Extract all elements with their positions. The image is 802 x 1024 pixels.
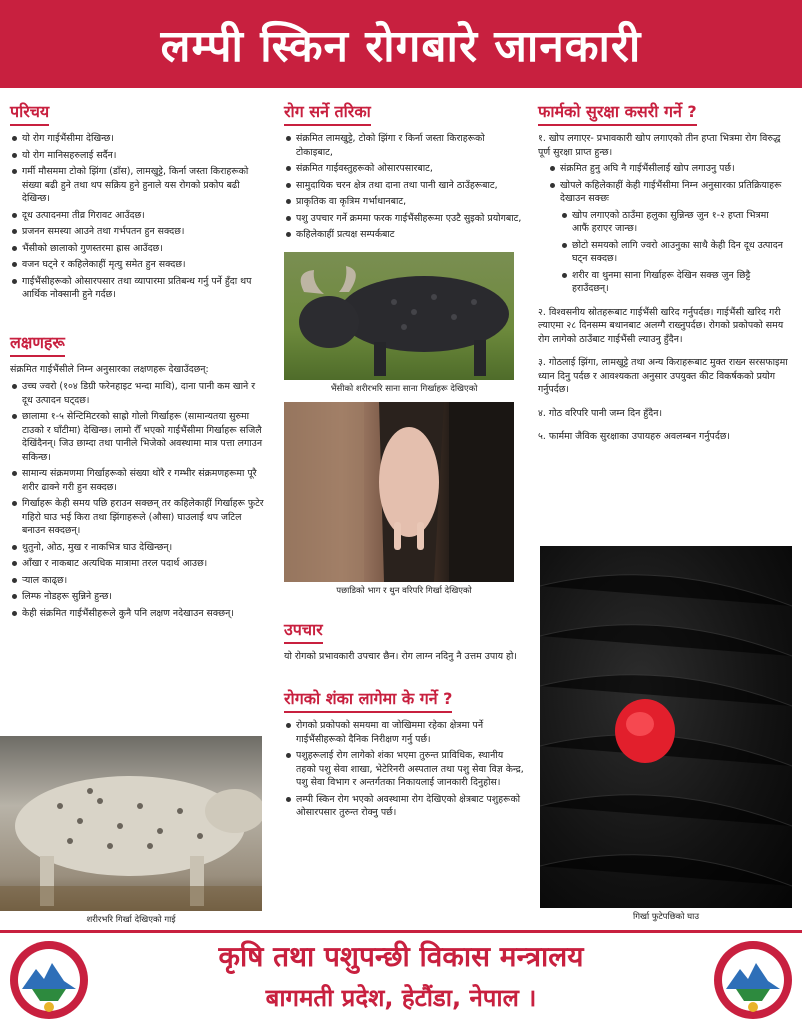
footer bbox=[0, 930, 802, 1024]
nepal-government-emblem-icon bbox=[8, 939, 90, 1021]
list-item: प्राकृतिक वा कृत्रिम गर्भाधानबाट, bbox=[284, 195, 524, 209]
skin-caption: गिर्खा फुटेपछिको घाउ bbox=[633, 912, 699, 922]
step-text: गोठ वरिपरि पानी जम्न दिन हुँदैन। bbox=[548, 407, 663, 419]
list-item: लम्पी स्किन रोग भएको अवस्थामा रोग देखिएको क्षेत्रबाट पशुहरूको ओसारपसार तुरुन्त रोक्नु पर्छ। bbox=[284, 793, 524, 820]
list-item: रोगको प्रकोपको समयमा वा जोखिममा रहेका क्षेत्रमा पर्ने गाईभैंसीहरूको दैनिक निरीक्षण गर्नु पर्छ। bbox=[284, 719, 524, 746]
page-title: लम्पी स्किन रोगबारे जानकारी bbox=[160, 21, 642, 72]
step-text: विश्वसनीय स्रोतहरूबाट गाईभैंसी खरिद गर्नुपर्दछ। गाईभैंसी खरिद गरी ल्याएमा २८ दिनसम्म बथानबाट अलग्गै राख्नुपर्दछ। रोगको प्रकोपको समय रोग लागेको ठाउँबाट गाईभैंसी ल्याउनु हुँदैन। bbox=[538, 306, 784, 345]
suspicion-heading: रोगको शंका लागेमा के गर्ने ? bbox=[284, 687, 452, 713]
spread-list bbox=[284, 132, 524, 242]
column-left bbox=[10, 100, 265, 623]
list-item: सामुदायिक चरन क्षेत्र तथा दाना तथा पानी खाने ठाउँहरूबाट, bbox=[284, 179, 524, 193]
list-item: खोपले कहिलेकाहीं केही गाईभैंसीमा निम्न अनुसारका प्रतिक्रियाहरू देखाउन सक्छः bbox=[548, 179, 788, 206]
cow-photo bbox=[0, 736, 262, 911]
udder-caption: पछाडिको भाग र थुन वरिपरि गिर्खा देखिएको bbox=[336, 585, 472, 596]
farm-step-1 bbox=[538, 132, 788, 296]
step-text: खोप लगाएर- प्रभावकारी खोप लगाएको तीन हप्ता भित्रमा रोग विरुद्ध पूर्ण सुरक्षा प्राप्त हुन्छ। bbox=[538, 133, 781, 158]
skin-photo-block bbox=[540, 546, 792, 922]
buffalo-photo bbox=[284, 252, 514, 380]
udder-photo-block bbox=[284, 402, 524, 596]
farm-step-5 bbox=[538, 430, 788, 444]
list-item: यो रोग मानिसहरुलाई सर्दैन। bbox=[10, 149, 265, 163]
nepal-government-emblem-icon bbox=[712, 939, 794, 1021]
list-item: कहिलेकाहीं प्रत्यक्ष सम्पर्कबाट bbox=[284, 228, 524, 242]
list-item: आँखा र नाकबाट अत्यधिक मात्रामा तरल पदार्थ आउछ। bbox=[10, 557, 265, 571]
list-item: गर्मी मौसममा टोको झिंगा (डाँस), लामखुट्टे, किर्ना जस्ता किराहरूको संख्या बढी हुने तथा थप सक्रिय हुने हुनाले यस रोगको प्रकोप बढी देखिन्छ। bbox=[10, 165, 265, 206]
buffalo-caption: भैंसीको शरीरभरि साना साना गिर्खाहरू देखिएको bbox=[330, 383, 478, 394]
list-item: लिम्फ नोडहरू सुन्निने हुन्छ। bbox=[10, 590, 265, 604]
symptoms-list bbox=[10, 380, 265, 620]
list-item: र्‍याल काढ्छ। bbox=[10, 574, 265, 588]
ministry-location: बागमती प्रदेश, हेटौंडा, नेपाल । bbox=[265, 984, 537, 1012]
list-item: छोटो समयको लागि ज्वरो आउनुका साथै केही दिन दूध उत्पादन घट्न सक्दछ। bbox=[560, 239, 788, 266]
list-item: भैंसीको छालाको गुणस्तरमा ह्रास आउँदछ। bbox=[10, 242, 265, 256]
list-item: छालामा १-५ सेन्टिमिटरको साह्रो गोलो गिर्खाहरू (सामान्यतया सुरुमा टाउको र घाँटीमा) देखिन्छ। लामो रौँ भएको गाईभैंसीमा गिर्खाहरू सजिलै देखिंदैनन्। जिउ छाम्दा तथा पानीले भिजेको अवस्थामा मात्र पत्ता लगाउन सकिन्छ। bbox=[10, 410, 265, 464]
ministry-name: कृषि तथा पशुपन्छी विकास मन्त्रालय bbox=[218, 940, 584, 973]
list-item: खोप लगाएको ठाउँमा हलुका सुन्निन्छ जुन १-२ हप्ता भित्रमा आफैं हराएर जान्छ। bbox=[560, 209, 788, 236]
farm-step-2 bbox=[538, 306, 788, 347]
farm-step-4 bbox=[538, 407, 788, 421]
step-text: गोठलाई झिंगा, लामखुट्टे तथा अन्य किराहरूबाट मुक्त राख्न सरसफाइमा ध्यान दिनु पर्दछ र आवश्यकता अनुसार उपयुक्त कीट विकर्षकको प्रयोग गर्नुपर्दछ। bbox=[538, 357, 788, 395]
list-item: थुतुनो, ओठ, मुख र नाकभित्र घाउ देखिन्छन्। bbox=[10, 541, 265, 555]
treatment-text: यो रोगको प्रभावकारी उपचार छैन। रोग लाग्न नदिनु नै उत्तम उपाय हो। bbox=[284, 650, 517, 662]
title-banner bbox=[0, 0, 802, 88]
list-item: संक्रमित गाईवस्तुहरूको ओसारपसारबाट, bbox=[284, 162, 524, 176]
list-item: यो रोग गाईभैंसीमा देखिन्छ। bbox=[10, 132, 265, 146]
buffalo-photo-block bbox=[284, 252, 524, 394]
udder-photo bbox=[284, 402, 514, 582]
step-number: १. bbox=[538, 133, 546, 144]
list-item: संक्रमित लामखुट्टे, टोको झिंगा र किर्ना जस्ता किराहरूको टोकाइबाट, bbox=[284, 132, 524, 159]
list-item: संक्रमित हुनु अघि नै गाईभैंसीलाई खोप लगाउनु पर्छ। bbox=[548, 162, 788, 176]
treatment-heading: उपचार bbox=[284, 618, 323, 644]
cow-photo-block bbox=[0, 736, 262, 925]
suspicion-list bbox=[284, 719, 524, 820]
step-text: फार्ममा जैविक सुरक्षाका उपायहरु अवलम्बन गर्नुपर्दछ। bbox=[548, 431, 730, 442]
list-item: पशुहरूलाई रोग लागेको शंका भएमा तुरुन्त प्राविधिक, स्थानीय तहको पशु सेवा शाखा, भेटेरिनरी अस्पताल तथा पशु सेवा विज्ञ केन्द्र, पशु सेवा विभाग र अन्तर्गतका निकायलाई जानकारी दिनुहोस। bbox=[284, 749, 524, 790]
step-number: २. bbox=[538, 306, 546, 318]
step-1-sublist bbox=[548, 162, 788, 206]
list-item: गिर्खाहरू केही समय पछि हराउन सक्छन् तर कहिलेकाहीं गिर्खाहरू फुटेर गहिरो घाउ भई किरा तथा झिंगाहरूले (औसा) घाउलाई थप जटिल बनाउन सक्दछन्। bbox=[10, 497, 265, 538]
list-item: सामान्य संक्रमणमा गिर्खाहरूको संख्या थोरै र गम्भीर संक्रमणहरूमा पूरै शरीर ढाक्ने गरी हुन सक्दछ। bbox=[10, 467, 265, 494]
step-number: ३. bbox=[538, 357, 546, 368]
list-item: पशु उपचार गर्ने क्रममा फरक गाईभैंसीहरूमा एउटै सुइको प्रयोगबाट, bbox=[284, 212, 524, 226]
column-right bbox=[538, 100, 788, 454]
spread-heading: रोग सर्ने तरिका bbox=[284, 100, 371, 126]
symptoms-heading: लक्षणहरू bbox=[10, 331, 65, 357]
step-1-subsublist bbox=[560, 209, 788, 296]
list-item: उच्च ज्वरो (१०४ डिग्री फरेनहाइट भन्दा माथि), दाना पानी कम खाने र दूध उत्पादन घट्दछ। bbox=[10, 380, 265, 407]
step-number: ५. bbox=[538, 431, 546, 442]
cow-caption: शरीरभरि गिर्खा देखिएको गाई bbox=[86, 915, 176, 925]
list-item: प्रजनन समस्या आउने तथा गर्भपतन हुन सक्दछ। bbox=[10, 225, 265, 239]
farm-step-3 bbox=[538, 356, 788, 397]
symptoms-intro: संक्रमित गाईभैंसीले निम्न अनुसारका लक्षणहरू देखाउँदछन्: bbox=[10, 363, 209, 375]
skin-photo bbox=[540, 546, 792, 908]
list-item: वजन घट्ने र कहिलेकाहीं मृत्यु समेत हुन सक्दछ। bbox=[10, 258, 265, 272]
list-item: केही संक्रमित गाईभैंसीहरूले कुनै पनि लक्षण नदेखाउन सक्छन्। bbox=[10, 607, 265, 621]
farm-steps bbox=[538, 132, 788, 444]
list-item: शरीर वा थुनमा साना गिर्खाहरू देखिन सक्छ जुन छिट्टै हराउँदछन्। bbox=[560, 269, 788, 296]
list-item: गाईभैंसीहरूको ओसारपसार तथा व्यापारमा प्रतिबन्ध गर्नु पर्ने हुँदा थप आर्थिक नोक्सानी हुने गर्दछ। bbox=[10, 275, 265, 302]
intro-heading: परिचय bbox=[10, 100, 49, 126]
column-middle bbox=[284, 100, 524, 823]
list-item: दूध उत्पादनमा तीव्र गिरावट आउँदछ। bbox=[10, 209, 265, 223]
intro-list bbox=[10, 132, 265, 302]
step-number: ४. bbox=[538, 407, 546, 419]
farm-heading: फार्मको सुरक्षा कसरी गर्ने ? bbox=[538, 100, 697, 126]
